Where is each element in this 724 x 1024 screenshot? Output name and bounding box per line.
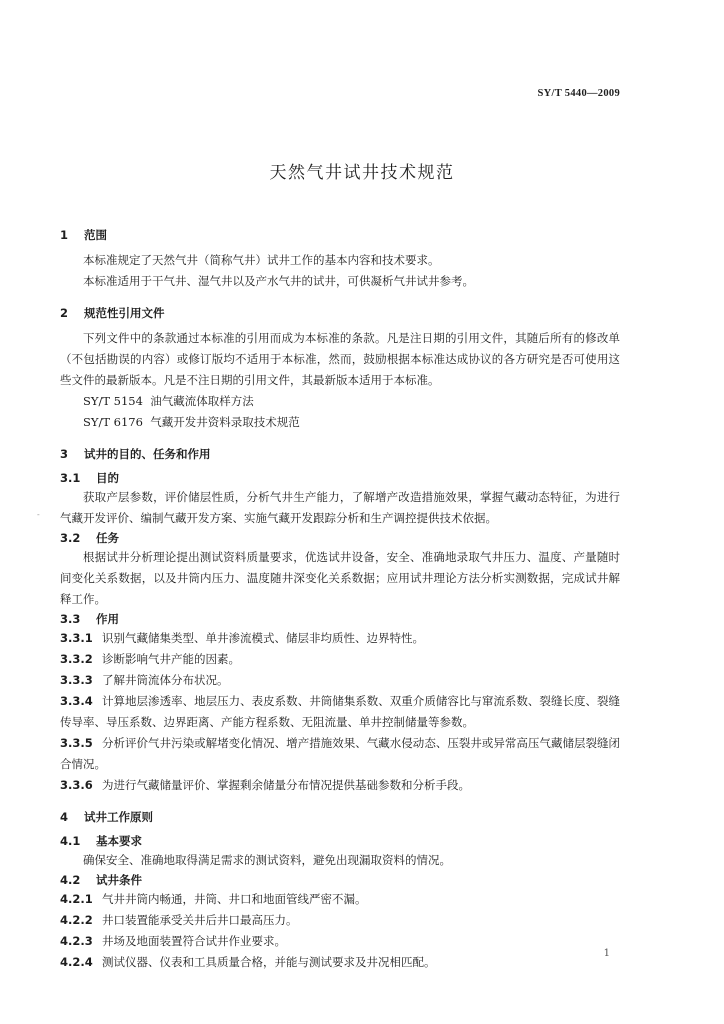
paragraph: 下列文件中的条款通过本标准的引用而成为本标准的条款。凡是注日期的引用文件，其随后所有的修改单（不包括勘误的内容）或修订版均不适用于本标准，然而，鼓励根据本标准达成协议的各方研究是否可使用这些文件的最新版本。凡是不注日期的引用文件，其最新版本适用于本标准。 bbox=[60, 331, 620, 387]
section-heading: 3 试井的目的、任务和作用 bbox=[60, 447, 211, 461]
document-title: 天然气井试井技术规范 bbox=[269, 163, 455, 183]
paragraph: 确保安全、准确地取得满足需求的测试资料，避免出现漏取资料的情况。 bbox=[83, 853, 451, 867]
reference-name: 油气藏流体取样方法 bbox=[150, 394, 254, 408]
reference-item bbox=[60, 391, 620, 412]
clause-item: 4.2.4 测试仪器、仪表和工具质量合格，并能与测试要求及井况相匹配。 bbox=[60, 955, 436, 969]
clause-item: 3.3.3 了解井筒流体分布状况。 bbox=[60, 673, 229, 687]
document-body bbox=[60, 226, 620, 973]
reference-code: SY/T 5154 bbox=[83, 394, 143, 408]
clause-item: 3.3.4 计算地层渗透率、地层压力、表皮系数、井筒储集系数、双重介质储容比与窜流系数、裂缝长度、裂缝传导率、导压系数、边界距离、产能方程系数、无阻流量、单井控制储量等参数。 bbox=[60, 694, 620, 729]
section-heading: 4 试井工作原则 bbox=[60, 810, 154, 824]
subsection-heading: 3.1 目的 bbox=[60, 471, 120, 485]
reference-code: SY/T 6176 bbox=[83, 415, 143, 429]
paragraph: 本标准适用于干气井、湿气井以及产水气井的试井，可供凝析气井试井参考。 bbox=[83, 274, 474, 288]
section-heading: 1 范围 bbox=[60, 228, 108, 242]
subsection-heading: 3.3 作用 bbox=[60, 612, 120, 626]
paragraph: 根据试井分析理论提出测试资料质量要求，优选试井设备，安全、准确地录取气井压力、温度、产量随时间变化关系数据，以及井筒内压力、温度随井深变化关系数据；应用试井理论方法分析实测数据，完成试井解释工作。 bbox=[60, 550, 620, 606]
clause-item: 3.3.2 诊断影响气井产能的因素。 bbox=[60, 652, 240, 666]
page-number: 1 bbox=[603, 948, 610, 959]
clause-item: 4.2.1 气井井筒内畅通，井筒、井口和地面管线严密不漏。 bbox=[60, 892, 367, 906]
clause-item: 4.2.3 井场及地面装置符合试井作业要求。 bbox=[60, 934, 286, 948]
reference-name: 气藏开发井资料录取技术规范 bbox=[150, 415, 300, 429]
section-heading: 2 规范性引用文件 bbox=[60, 306, 165, 320]
subsection-heading: 3.2 任务 bbox=[60, 531, 120, 545]
subsection-heading: 4.2 试井条件 bbox=[60, 873, 143, 887]
clause-item: 4.2.2 井口装置能承受关井后井口最高压力。 bbox=[60, 913, 298, 927]
margin-mark: - bbox=[37, 510, 40, 519]
reference-item bbox=[60, 412, 620, 433]
paragraph: 本标准规定了天然气井（简称气井）试井工作的基本内容和技术要求。 bbox=[83, 253, 440, 267]
clause-item: 3.3.5 分析评价气井污染或解堵变化情况、增产措施效果、气藏水侵动态、压裂井或异常高压气藏储层裂缝闭合情况。 bbox=[60, 736, 620, 771]
clause-item: 3.3.6 为进行气藏储量评价、掌握剩余储量分布情况提供基础参数和分析手段。 bbox=[60, 778, 470, 792]
standard-code: SY/T 5440—2009 bbox=[537, 88, 620, 99]
subsection-heading: 4.1 基本要求 bbox=[60, 834, 143, 848]
paragraph: 获取产层参数，评价储层性质，分析气井生产能力，了解增产改造措施效果，掌握气藏动态特征，为进行气藏开发评价、编制气藏开发方案、实施气藏开发跟踪分析和生产调控提供技术依据。 bbox=[60, 490, 620, 525]
clause-item: 3.3.1 识别气藏储集类型、单井渗流模式、储层非均质性、边界特性。 bbox=[60, 631, 424, 645]
